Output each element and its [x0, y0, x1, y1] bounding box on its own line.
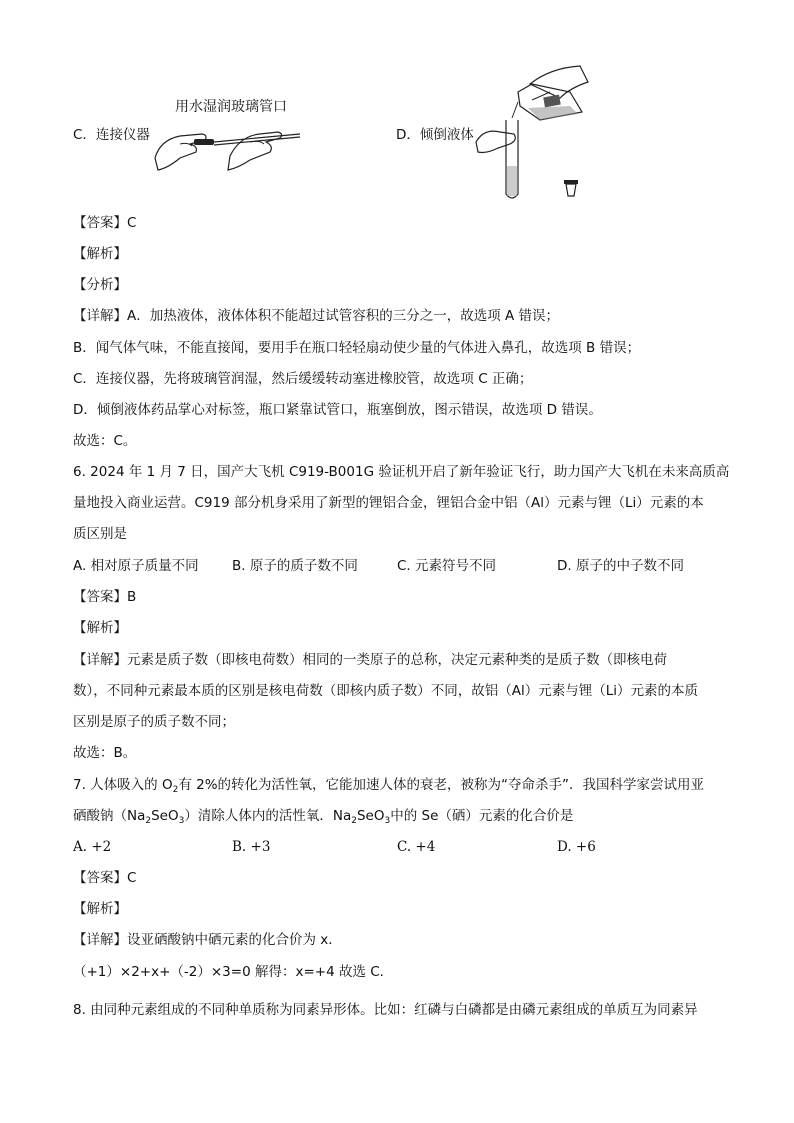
figure-c-caption: 用水湿润玻璃管口: [175, 99, 287, 115]
q5-conclusion: 故选：C。: [73, 433, 137, 449]
q7-answer: 【答案】C: [73, 870, 137, 886]
q6-option-d: D. 原子的中子数不同: [557, 558, 684, 574]
q6-answer: 【答案】B: [73, 589, 137, 605]
figure-d-label: D．倾倒液体: [396, 127, 474, 143]
q5-detail-a: 【详解】A．加热液体，液体体积不能超过试管容积的三分之一，故选项 A 错误；: [73, 308, 560, 324]
q7-option-a: A. +2: [73, 839, 112, 855]
q5-analysis-heading: 【解析】: [73, 246, 127, 262]
q7-option-b: B. +3: [232, 839, 271, 855]
q7-option-d: D. +6: [557, 839, 596, 855]
q5-answer: 【答案】C: [73, 215, 137, 231]
q6-stem-line2: 量地投入商业运营。C919 部分机身采用了新型的锂铝合金，锂铝合金中铝（Al）元素与锂（Li）元素的本: [73, 495, 704, 511]
q7-option-c: C. +4: [397, 839, 436, 855]
q6-option-c: C. 元素符号不同: [397, 558, 497, 574]
q6-stem-line3: 质区别是: [73, 526, 127, 542]
q5-detail-b: B．闻气体气味，不能直接闻，要用手在瓶口轻轻扇动使少量的气体进入鼻孔，故选项 B 错误；: [73, 340, 641, 356]
q7-detail-line1: 【详解】设亚硒酸钠中硒元素的化合价为 x．: [73, 932, 342, 948]
q7-analysis-heading: 【解析】: [73, 901, 127, 917]
q5-fenxi-heading: 【分析】: [73, 277, 127, 293]
pour-liquid-illustration: [470, 62, 600, 208]
q6-analysis-heading: 【解析】: [73, 620, 127, 636]
figure-c-label: C．连接仪器: [73, 127, 150, 143]
q6-detail-line2: 数），不同种元素最本质的区别是核电荷数（即核内质子数）不同，故铝（Al）元素与锂（Li）元素的本质: [73, 683, 699, 699]
connect-apparatus-illustration: [150, 118, 310, 176]
q8-stem-line1: 8. 由同种元素组成的不同种单质称为同素异形体。比如：红磷与白磷都是由磷元素组成的单质互为同素异: [73, 1002, 698, 1018]
q6-stem-line1: 6. 2024 年 1 月 7 日，国产大飞机 C919-B001G 验证机开启了新年验证飞行，助力国产大飞机在未来高质高: [73, 464, 730, 480]
q7-stem-line2: 硒酸钠$(Na_2SeO_3)$清除人体内的活性氧．$Na_2SeO_3$中的 Se（硒）元素的化合价是: [73, 808, 574, 826]
q5-detail-d: D．倾倒液体药品掌心对标签，瓶口紧靠试管口，瓶塞倒放，图示错误，故选项 D 错误。: [73, 402, 602, 418]
q6-detail-line3: 区别是原子的质子数不同；: [73, 714, 235, 730]
q6-option-b: B. 原子的质子数不同: [232, 558, 358, 574]
q6-conclusion: 故选：B。: [73, 745, 137, 761]
q7-detail-line2: （+1）×2+x+（-2）×3=0 解得：x=+4 故选 C．: [73, 964, 394, 980]
q5-detail-c: C．连接仪器，先将玻璃管润湿，然后缓缓转动塞进橡胶管，故选项 C 正确；: [73, 371, 533, 387]
q7-stem-line1: 7. 人体吸入的 $O_2$有 2%的转化为活性氧，它能加速人体的衰老，被称为“夺命杀手”．我国科学家尝试用亚: [73, 777, 705, 795]
q6-detail-line1: 【详解】元素是质子数（即核电荷数）相同的一类原子的总称，决定元素种类的是质子数（即核电荷: [73, 652, 667, 668]
q6-option-a: A. 相对原子质量不同: [73, 558, 199, 574]
